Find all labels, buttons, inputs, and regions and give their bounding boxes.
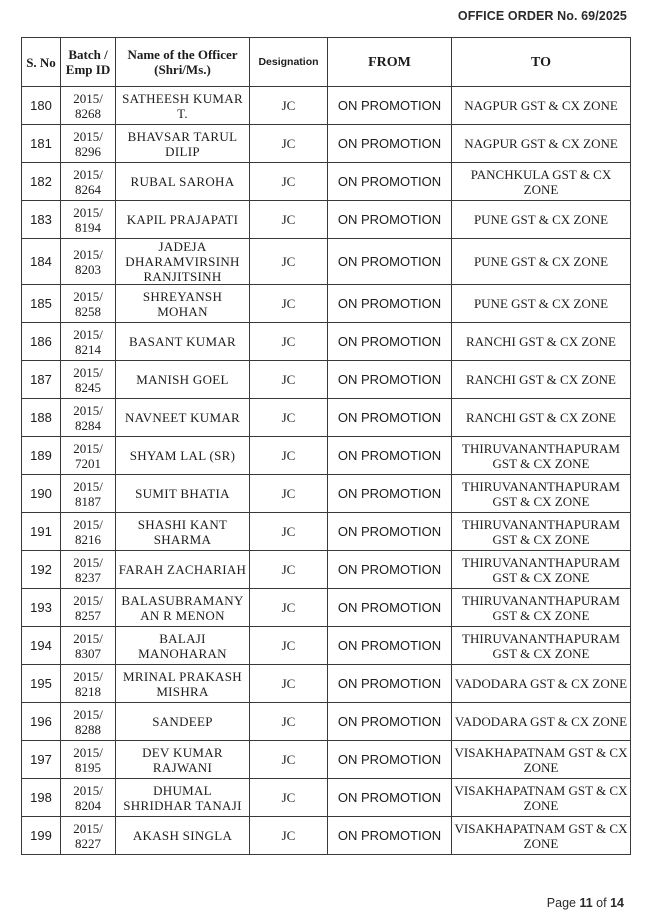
table-row <box>22 201 631 239</box>
cell-officer-name: JADEJA DHARAMVIRSINH RANJITSINH <box>116 239 250 285</box>
cell-officer-name: AKASH SINGLA <box>116 817 250 855</box>
cell-designation: JC <box>250 551 328 589</box>
cell-officer-name: MANISH GOEL <box>116 361 250 399</box>
cell-batch-emp-id: 2015/ 8237 <box>61 551 116 589</box>
table-row <box>22 703 631 741</box>
col-header-batch: Batch / Emp ID <box>61 38 116 87</box>
cell-designation: JC <box>250 87 328 125</box>
cell-designation: JC <box>250 627 328 665</box>
cell-designation: JC <box>250 589 328 627</box>
total-pages-number: 14 <box>610 896 624 910</box>
cell-officer-name: SHYAM LAL (SR) <box>116 437 250 475</box>
col-header-to: TO <box>452 38 631 87</box>
office-order-title: OFFICE ORDER No. 69/2025 <box>457 9 627 23</box>
cell-from: ON PROMOTION <box>328 817 452 855</box>
table-row <box>22 87 631 125</box>
transfer-orders-table <box>21 37 631 855</box>
table-row <box>22 285 631 323</box>
cell-officer-name: BASANT KUMAR <box>116 323 250 361</box>
cell-from: ON PROMOTION <box>328 125 452 163</box>
cell-to: NAGPUR GST & CX ZONE <box>452 87 631 125</box>
cell-from: ON PROMOTION <box>328 437 452 475</box>
cell-from: ON PROMOTION <box>328 551 452 589</box>
cell-designation: JC <box>250 239 328 285</box>
cell-batch-emp-id: 2015/ 8195 <box>61 741 116 779</box>
cell-designation: JC <box>250 665 328 703</box>
cell-officer-name: BALASUBRAMANY AN R MENON <box>116 589 250 627</box>
cell-officer-name: KAPIL PRAJAPATI <box>116 201 250 239</box>
cell-designation: JC <box>250 779 328 817</box>
cell-designation: JC <box>250 513 328 551</box>
cell-from: ON PROMOTION <box>328 239 452 285</box>
cell-batch-emp-id: 2015/ 8187 <box>61 475 116 513</box>
cell-from: ON PROMOTION <box>328 627 452 665</box>
table-header-row <box>22 38 631 87</box>
table-row <box>22 551 631 589</box>
cell-sno: 189 <box>22 437 61 475</box>
cell-from: ON PROMOTION <box>328 361 452 399</box>
cell-batch-emp-id: 2015/ 8288 <box>61 703 116 741</box>
cell-sno: 194 <box>22 627 61 665</box>
cell-sno: 196 <box>22 703 61 741</box>
cell-sno: 199 <box>22 817 61 855</box>
cell-officer-name: DEV KUMAR RAJWANI <box>116 741 250 779</box>
table-row <box>22 741 631 779</box>
cell-designation: JC <box>250 125 328 163</box>
cell-sno: 192 <box>22 551 61 589</box>
cell-batch-emp-id: 2015/ 8307 <box>61 627 116 665</box>
cell-to: RANCHI GST & CX ZONE <box>452 323 631 361</box>
cell-batch-emp-id: 2015/ 8218 <box>61 665 116 703</box>
table-body <box>22 87 631 855</box>
cell-batch-emp-id: 2015/ 8245 <box>61 361 116 399</box>
cell-officer-name: DHUMAL SHRIDHAR TANAJI <box>116 779 250 817</box>
cell-batch-emp-id: 2015/ 8214 <box>61 323 116 361</box>
cell-officer-name: FARAH ZACHARIAH <box>116 551 250 589</box>
cell-to: VISAKHAPATNAM GST & CX ZONE <box>452 741 631 779</box>
cell-sno: 187 <box>22 361 61 399</box>
col-header-name: Name of the Officer (Shri/Ms.) <box>116 38 250 87</box>
cell-from: ON PROMOTION <box>328 779 452 817</box>
cell-to: RANCHI GST & CX ZONE <box>452 399 631 437</box>
cell-to: THIRUVANANTHAPURAM GST & CX ZONE <box>452 475 631 513</box>
cell-officer-name: SATHEESH KUMAR T. <box>116 87 250 125</box>
cell-sno: 182 <box>22 163 61 201</box>
cell-batch-emp-id: 2015/ 8264 <box>61 163 116 201</box>
cell-from: ON PROMOTION <box>328 589 452 627</box>
cell-batch-emp-id: 2015/ 8284 <box>61 399 116 437</box>
cell-to: PUNE GST & CX ZONE <box>452 201 631 239</box>
cell-batch-emp-id: 2015/ 8194 <box>61 201 116 239</box>
cell-to: PANCHKULA GST & CX ZONE <box>452 163 631 201</box>
table-row <box>22 779 631 817</box>
cell-sno: 186 <box>22 323 61 361</box>
cell-batch-emp-id: 2015/ 8296 <box>61 125 116 163</box>
cell-from: ON PROMOTION <box>328 323 452 361</box>
cell-designation: JC <box>250 475 328 513</box>
cell-to: PUNE GST & CX ZONE <box>452 285 631 323</box>
table-row <box>22 627 631 665</box>
cell-designation: JC <box>250 703 328 741</box>
cell-officer-name: BALAJI MANOHARAN <box>116 627 250 665</box>
table-row <box>22 589 631 627</box>
cell-designation: JC <box>250 817 328 855</box>
cell-designation: JC <box>250 399 328 437</box>
cell-batch-emp-id: 2015/ 8204 <box>61 779 116 817</box>
cell-designation: JC <box>250 323 328 361</box>
cell-sno: 195 <box>22 665 61 703</box>
page-footer <box>547 896 624 910</box>
table-row <box>22 361 631 399</box>
cell-to: VISAKHAPATNAM GST & CX ZONE <box>452 817 631 855</box>
cell-from: ON PROMOTION <box>328 741 452 779</box>
cell-sno: 188 <box>22 399 61 437</box>
cell-officer-name: SHASHI KANT SHARMA <box>116 513 250 551</box>
cell-to: VISAKHAPATNAM GST & CX ZONE <box>452 779 631 817</box>
cell-from: ON PROMOTION <box>328 475 452 513</box>
cell-to: THIRUVANANTHAPURAM GST & CX ZONE <box>452 513 631 551</box>
cell-to: THIRUVANANTHAPURAM GST & CX ZONE <box>452 551 631 589</box>
table-row <box>22 323 631 361</box>
table-row <box>22 665 631 703</box>
col-header-from: FROM <box>328 38 452 87</box>
table-row <box>22 125 631 163</box>
cell-designation: JC <box>250 201 328 239</box>
cell-to: THIRUVANANTHAPURAM GST & CX ZONE <box>452 437 631 475</box>
cell-from: ON PROMOTION <box>328 87 452 125</box>
cell-to: THIRUVANANTHAPURAM GST & CX ZONE <box>452 589 631 627</box>
cell-from: ON PROMOTION <box>328 201 452 239</box>
cell-to: PUNE GST & CX ZONE <box>452 239 631 285</box>
cell-sno: 185 <box>22 285 61 323</box>
cell-sno: 183 <box>22 201 61 239</box>
cell-batch-emp-id: 2015/ 7201 <box>61 437 116 475</box>
cell-sno: 184 <box>22 239 61 285</box>
table-row <box>22 239 631 285</box>
current-page-number: 11 <box>579 896 593 910</box>
cell-batch-emp-id: 2015/ 8257 <box>61 589 116 627</box>
cell-to: VADODARA GST & CX ZONE <box>452 665 631 703</box>
cell-designation: JC <box>250 437 328 475</box>
cell-officer-name: NAVNEET KUMAR <box>116 399 250 437</box>
cell-officer-name: SUMIT BHATIA <box>116 475 250 513</box>
cell-officer-name: RUBAL SAROHA <box>116 163 250 201</box>
col-header-designation: Designation <box>250 38 328 87</box>
cell-sno: 197 <box>22 741 61 779</box>
table-row <box>22 163 631 201</box>
cell-sno: 191 <box>22 513 61 551</box>
of-word: of <box>596 896 607 910</box>
cell-sno: 193 <box>22 589 61 627</box>
cell-to: THIRUVANANTHAPURAM GST & CX ZONE <box>452 627 631 665</box>
cell-from: ON PROMOTION <box>328 399 452 437</box>
cell-from: ON PROMOTION <box>328 285 452 323</box>
cell-to: VADODARA GST & CX ZONE <box>452 703 631 741</box>
cell-from: ON PROMOTION <box>328 665 452 703</box>
cell-officer-name: BHAVSAR TARUL DILIP <box>116 125 250 163</box>
table-row <box>22 513 631 551</box>
cell-sno: 181 <box>22 125 61 163</box>
cell-batch-emp-id: 2015/ 8216 <box>61 513 116 551</box>
cell-officer-name: SANDEEP <box>116 703 250 741</box>
cell-sno: 180 <box>22 87 61 125</box>
page-word: Page <box>546 896 576 910</box>
cell-officer-name: MRINAL PRAKASH MISHRA <box>116 665 250 703</box>
cell-designation: JC <box>250 163 328 201</box>
table-row <box>22 475 631 513</box>
cell-designation: JC <box>250 285 328 323</box>
cell-from: ON PROMOTION <box>328 703 452 741</box>
cell-sno: 190 <box>22 475 61 513</box>
cell-to: NAGPUR GST & CX ZONE <box>452 125 631 163</box>
cell-from: ON PROMOTION <box>328 513 452 551</box>
cell-sno: 198 <box>22 779 61 817</box>
table-row <box>22 437 631 475</box>
table-row <box>22 817 631 855</box>
cell-designation: JC <box>250 361 328 399</box>
cell-batch-emp-id: 2015/ 8203 <box>61 239 116 285</box>
cell-officer-name: SHREYANSH MOHAN <box>116 285 250 323</box>
table-row <box>22 399 631 437</box>
cell-batch-emp-id: 2015/ 8227 <box>61 817 116 855</box>
cell-batch-emp-id: 2015/ 8268 <box>61 87 116 125</box>
cell-from: ON PROMOTION <box>328 163 452 201</box>
cell-designation: JC <box>250 741 328 779</box>
cell-batch-emp-id: 2015/ 8258 <box>61 285 116 323</box>
cell-to: RANCHI GST & CX ZONE <box>452 361 631 399</box>
col-header-sno: S. No <box>22 38 61 87</box>
